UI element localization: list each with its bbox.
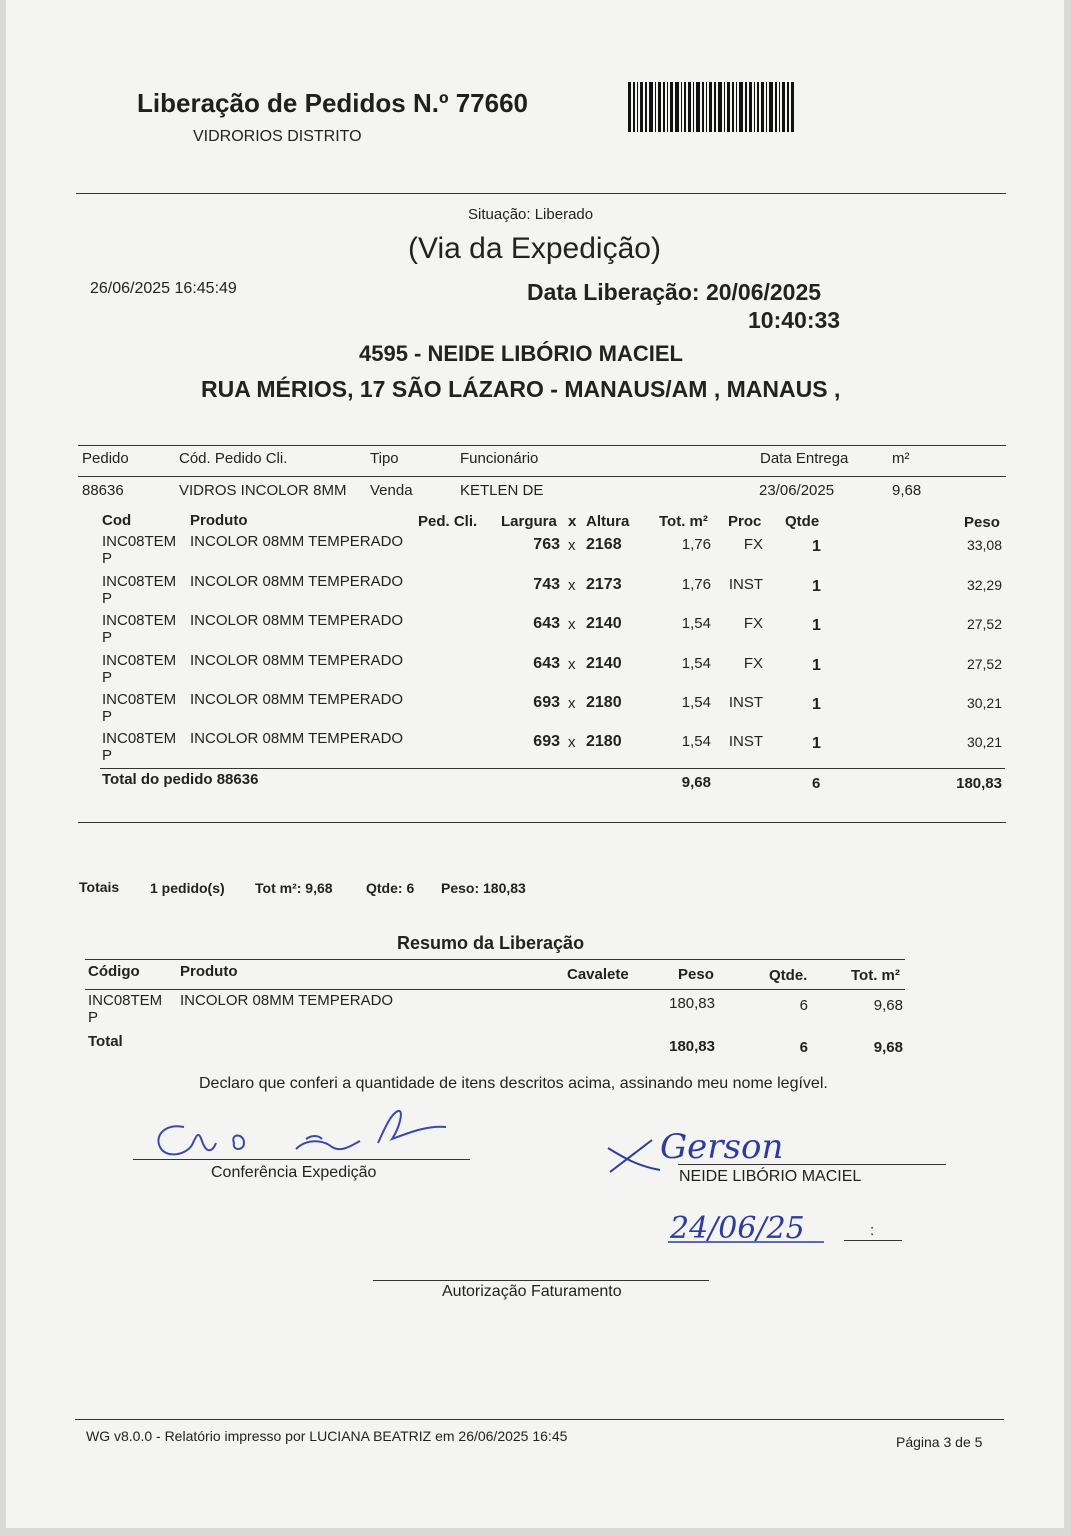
- item-cod: INC08TEM: [102, 652, 177, 669]
- summary-header-border: [85, 989, 905, 990]
- conference-signature: [146, 1105, 446, 1165]
- item-cod: INC08TEM: [102, 612, 177, 629]
- svg-text:Gerson: Gerson: [660, 1127, 784, 1167]
- table-row: [6, 691, 1064, 730]
- item-x: x: [568, 734, 576, 751]
- item-altura: 2140: [586, 655, 622, 672]
- summary-codigo-suffix: P: [88, 1009, 99, 1026]
- item-proc: FX: [743, 655, 763, 672]
- item-largura: 693: [533, 694, 560, 711]
- summary-codigo: INC08TEM: [88, 992, 163, 1009]
- item-x: x: [568, 695, 576, 712]
- item-cod-suffix: P: [102, 590, 113, 607]
- print-datetime: 26/06/2025 16:45:49: [90, 280, 237, 297]
- order-table-top-border: [78, 445, 1006, 446]
- item-cod-suffix: P: [102, 629, 113, 646]
- order-pedido-value: 88636: [82, 482, 124, 499]
- copy-label: (Via da Expedição): [408, 232, 661, 265]
- totals-tot-m2: Tot m²: 9,68: [255, 880, 333, 896]
- footer-printed-by: WG v8.0.0 - Relatório impresso por LUCIANA BEATRIZ em 26/06/2025 16:45: [86, 1428, 568, 1444]
- declaration-text: Declaro que conferi a quantidade de itens descritos acima, assinando meu nome legível.: [199, 1075, 828, 1092]
- order-m2-value: 9,68: [892, 482, 922, 499]
- item-peso: 33,08: [966, 537, 1002, 553]
- client-address: RUA MÉRIOS, 17 SÃO LÁZARO - MANAUS/AM , MANAUS ,: [201, 376, 841, 402]
- summary-col-tot-m2: Tot. m²: [851, 967, 900, 984]
- summary-total-peso: 180,83: [669, 1038, 715, 1055]
- item-peso: 30,21: [966, 695, 1002, 711]
- item-tot-m2: 1,54: [681, 694, 711, 711]
- svg-text:24/06/25: 24/06/25: [670, 1211, 805, 1246]
- item-tot-m2: 1,54: [681, 733, 711, 750]
- authorization-line: [373, 1280, 709, 1281]
- situation-label: Situação: Liberado: [468, 206, 594, 223]
- items-total-label: Total do pedido 88636: [102, 771, 259, 788]
- table-row: [6, 573, 1064, 612]
- items-col-produto: Produto: [190, 512, 248, 529]
- table-row: [6, 612, 1064, 651]
- order-table-header-border: [78, 476, 1006, 477]
- order-data-entrega-value: 23/06/2025: [759, 482, 835, 499]
- conference-signature-line: [133, 1159, 470, 1160]
- item-cod: INC08TEM: [102, 533, 177, 550]
- order-col-data-entrega: Data Entrega: [760, 450, 849, 467]
- barcode: [628, 82, 798, 134]
- item-altura: 2173: [586, 576, 622, 593]
- item-produto: INCOLOR 08MM TEMPERADO: [190, 533, 404, 550]
- summary-qtde: 6: [799, 997, 808, 1014]
- document-title: Liberação de Pedidos N.º 77660: [137, 88, 528, 118]
- items-col-ped-cli: Ped. Cli.: [418, 513, 478, 530]
- item-altura: 2180: [586, 733, 622, 750]
- item-qtde: 1: [812, 657, 821, 674]
- item-tot-m2: 1,76: [681, 576, 711, 593]
- item-cod-suffix: P: [102, 747, 113, 764]
- item-qtde: 1: [812, 735, 821, 752]
- order-cod-pedido-cli-value: VIDROS INCOLOR 8MM: [179, 482, 347, 499]
- item-peso: 27,52: [966, 616, 1002, 632]
- document-page: [6, 0, 1064, 1528]
- items-col-proc: Proc: [728, 513, 762, 530]
- item-x: x: [568, 537, 576, 554]
- item-produto: INCOLOR 08MM TEMPERADO: [190, 573, 404, 590]
- client-name: 4595 - NEIDE LIBÓRIO MACIEL: [359, 341, 683, 366]
- items-col-cod: Cod: [102, 512, 132, 529]
- summary-col-cavalete: Cavalete: [567, 966, 629, 983]
- item-altura: 2180: [586, 694, 622, 711]
- summary-col-peso: Peso: [678, 966, 714, 983]
- item-tot-m2: 1,54: [681, 615, 711, 632]
- totals-pedidos: 1 pedido(s): [150, 880, 225, 896]
- release-date: Data Liberação: 20/06/2025: [527, 279, 822, 305]
- item-largura: 743: [533, 576, 560, 593]
- items-col-x: x: [568, 513, 577, 530]
- order-col-cod-pedido-cli: Cód. Pedido Cli.: [179, 450, 288, 467]
- header-divider: [76, 193, 1006, 194]
- summary-total-tot-m2: 9,68: [873, 1039, 903, 1056]
- summary-top-border: [85, 959, 905, 960]
- item-altura: 2140: [586, 615, 622, 632]
- summary-produto: INCOLOR 08MM TEMPERADO: [180, 992, 394, 1009]
- item-cod-suffix: P: [102, 669, 113, 686]
- item-largura: 693: [533, 733, 560, 750]
- item-largura: 763: [533, 536, 560, 553]
- authorization-label: Autorização Faturamento: [442, 1283, 622, 1300]
- item-proc: INST: [728, 733, 763, 750]
- table-row: [6, 730, 1064, 769]
- summary-tot-m2: 9,68: [873, 997, 903, 1014]
- item-produto: INCOLOR 08MM TEMPERADO: [190, 652, 404, 669]
- items-col-tot-m2: Tot. m²: [659, 513, 708, 530]
- summary-title: Resumo da Liberação: [397, 933, 585, 953]
- client-signature-label: NEIDE LIBÓRIO MACIEL: [679, 1168, 862, 1185]
- items-col-peso: Peso: [964, 514, 1000, 531]
- items-col-qtde: Qtde: [785, 513, 820, 530]
- item-cod: INC08TEM: [102, 730, 177, 747]
- release-time: 10:40:33: [748, 307, 841, 333]
- item-altura: 2168: [586, 536, 622, 553]
- order-funcionario-value: KETLEN DE: [460, 482, 544, 499]
- item-proc: FX: [743, 536, 763, 553]
- item-peso: 32,29: [966, 577, 1002, 593]
- summary-peso: 180,83: [669, 995, 715, 1012]
- order-tipo-value: Venda: [370, 482, 413, 499]
- item-proc: INST: [728, 576, 763, 593]
- summary-col-produto: Produto: [180, 963, 238, 980]
- client-signature-line: [678, 1164, 946, 1165]
- table-row: [6, 652, 1064, 691]
- item-cod-suffix: P: [102, 708, 113, 725]
- item-cod: INC08TEM: [102, 691, 177, 708]
- items-total-border: [100, 768, 1005, 769]
- footer-page-number: Página 3 de 5: [896, 1434, 983, 1450]
- order-col-funcionario: Funcionário: [460, 450, 539, 467]
- order-col-m2: m²: [892, 450, 910, 467]
- item-x: x: [568, 656, 576, 673]
- item-x: x: [568, 616, 576, 633]
- summary-total-qtde: 6: [799, 1039, 808, 1056]
- item-qtde: 1: [812, 538, 821, 555]
- items-col-largura: Largura: [501, 513, 557, 530]
- item-largura: 643: [533, 655, 560, 672]
- item-tot-m2: 1,54: [681, 655, 711, 672]
- item-tot-m2: 1,76: [681, 536, 711, 553]
- item-qtde: 1: [812, 578, 821, 595]
- item-proc: FX: [743, 615, 763, 632]
- time-blank-line: [844, 1240, 902, 1241]
- conference-label: Conferência Expedição: [211, 1164, 377, 1181]
- item-cod-suffix: P: [102, 550, 113, 567]
- table-row: [6, 533, 1064, 572]
- order-col-tipo: Tipo: [370, 450, 399, 467]
- item-peso: 30,21: [966, 734, 1002, 750]
- summary-total-label: Total: [88, 1033, 123, 1050]
- item-qtde: 1: [812, 617, 821, 634]
- items-total-tot-m2: 9,68: [681, 774, 711, 791]
- item-x: x: [568, 577, 576, 594]
- summary-col-qtde: Qtde.: [769, 967, 808, 984]
- item-produto: INCOLOR 08MM TEMPERADO: [190, 730, 404, 747]
- item-peso: 27,52: [966, 656, 1002, 672]
- item-largura: 643: [533, 615, 560, 632]
- item-cod: INC08TEM: [102, 573, 177, 590]
- handwritten-date: [666, 1204, 846, 1248]
- totals-peso: Peso: 180,83: [441, 880, 526, 896]
- summary-col-codigo: Código: [88, 963, 140, 980]
- table-row: [6, 992, 1064, 1028]
- item-produto: INCOLOR 08MM TEMPERADO: [190, 612, 404, 629]
- item-produto: INCOLOR 08MM TEMPERADO: [190, 691, 404, 708]
- order-col-pedido: Pedido: [82, 450, 129, 467]
- totals-label: Totais: [79, 879, 120, 895]
- items-total-peso: 180,83: [956, 775, 1002, 792]
- item-qtde: 1: [812, 696, 821, 713]
- item-proc: INST: [728, 694, 763, 711]
- company-name: VIDRORIOS DISTRITO: [193, 128, 362, 145]
- totals-qtde: Qtde: 6: [366, 880, 415, 896]
- items-total-qtde: 6: [812, 775, 821, 792]
- items-col-altura: Altura: [586, 513, 630, 530]
- footer-divider: [75, 1419, 1004, 1420]
- items-section-divider: [78, 822, 1006, 823]
- time-colon: :: [870, 1222, 875, 1239]
